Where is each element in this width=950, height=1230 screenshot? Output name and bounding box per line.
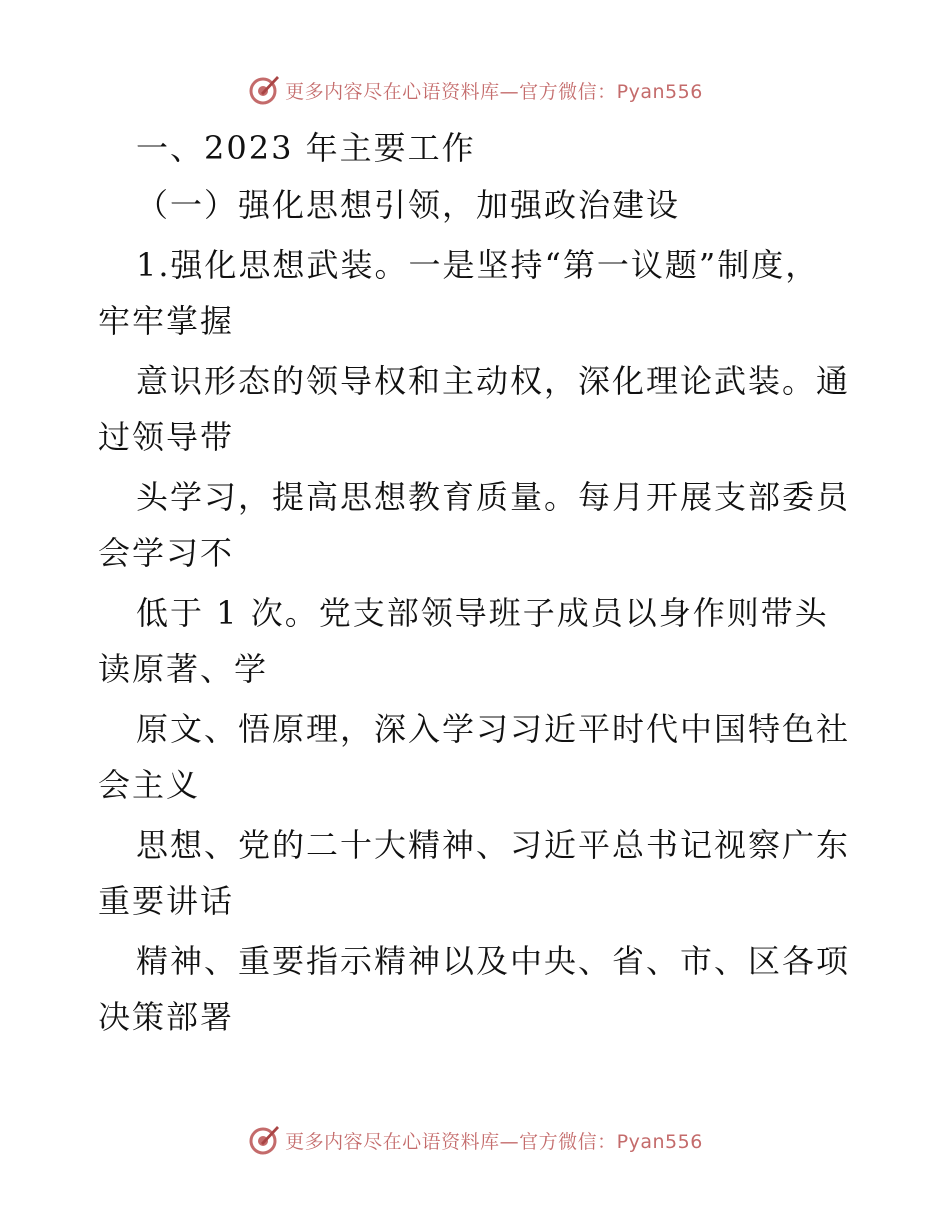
paragraph-line: 原文、悟原理，深入学习习近平时代中国特色社 [136, 710, 851, 748]
paragraph-line: 1.强化思想武装。一是坚持“第一议题”制度， [136, 246, 820, 284]
paragraph-line: 会学习不 [98, 534, 235, 572]
paragraph-line: 低于 1 次。党支部领导班子成员以身作则带头 [136, 594, 829, 632]
quill-pen-seal-icon [247, 1123, 281, 1157]
paragraph-line: 重要讲话 [98, 882, 235, 920]
watermark-text: 更多内容尽在心语资料库—官方微信：Pyan556 [285, 1130, 703, 1153]
watermark-banner-top [0, 70, 950, 110]
paragraph-line: 会主义 [98, 766, 201, 804]
paragraph-line: 头学习，提高思想教育质量。每月开展支部委员 [136, 478, 851, 516]
paragraph-line: 过领导带 [98, 418, 235, 456]
watermark-banner-bottom [0, 1120, 950, 1160]
paragraph-line: 思想、党的二十大精神、习近平总书记视察广东 [136, 826, 851, 864]
subsection-heading: （一）强化思想引领，加强政治建设 [136, 186, 681, 224]
paragraph-line: 决策部署 [98, 998, 235, 1036]
watermark-text: 更多内容尽在心语资料库—官方微信：Pyan556 [285, 80, 703, 103]
paragraph-line: 精神、重要指示精神以及中央、省、市、区各项 [136, 942, 851, 980]
paragraph-line: 意识形态的领导权和主动权，深化理论武装。通 [136, 362, 851, 400]
section-heading: 一、2023 年主要工作 [136, 129, 476, 167]
paragraph-line: 牢牢掌握 [98, 302, 235, 340]
paragraph-line: 读原著、学 [98, 650, 269, 688]
quill-pen-seal-icon [247, 73, 281, 107]
